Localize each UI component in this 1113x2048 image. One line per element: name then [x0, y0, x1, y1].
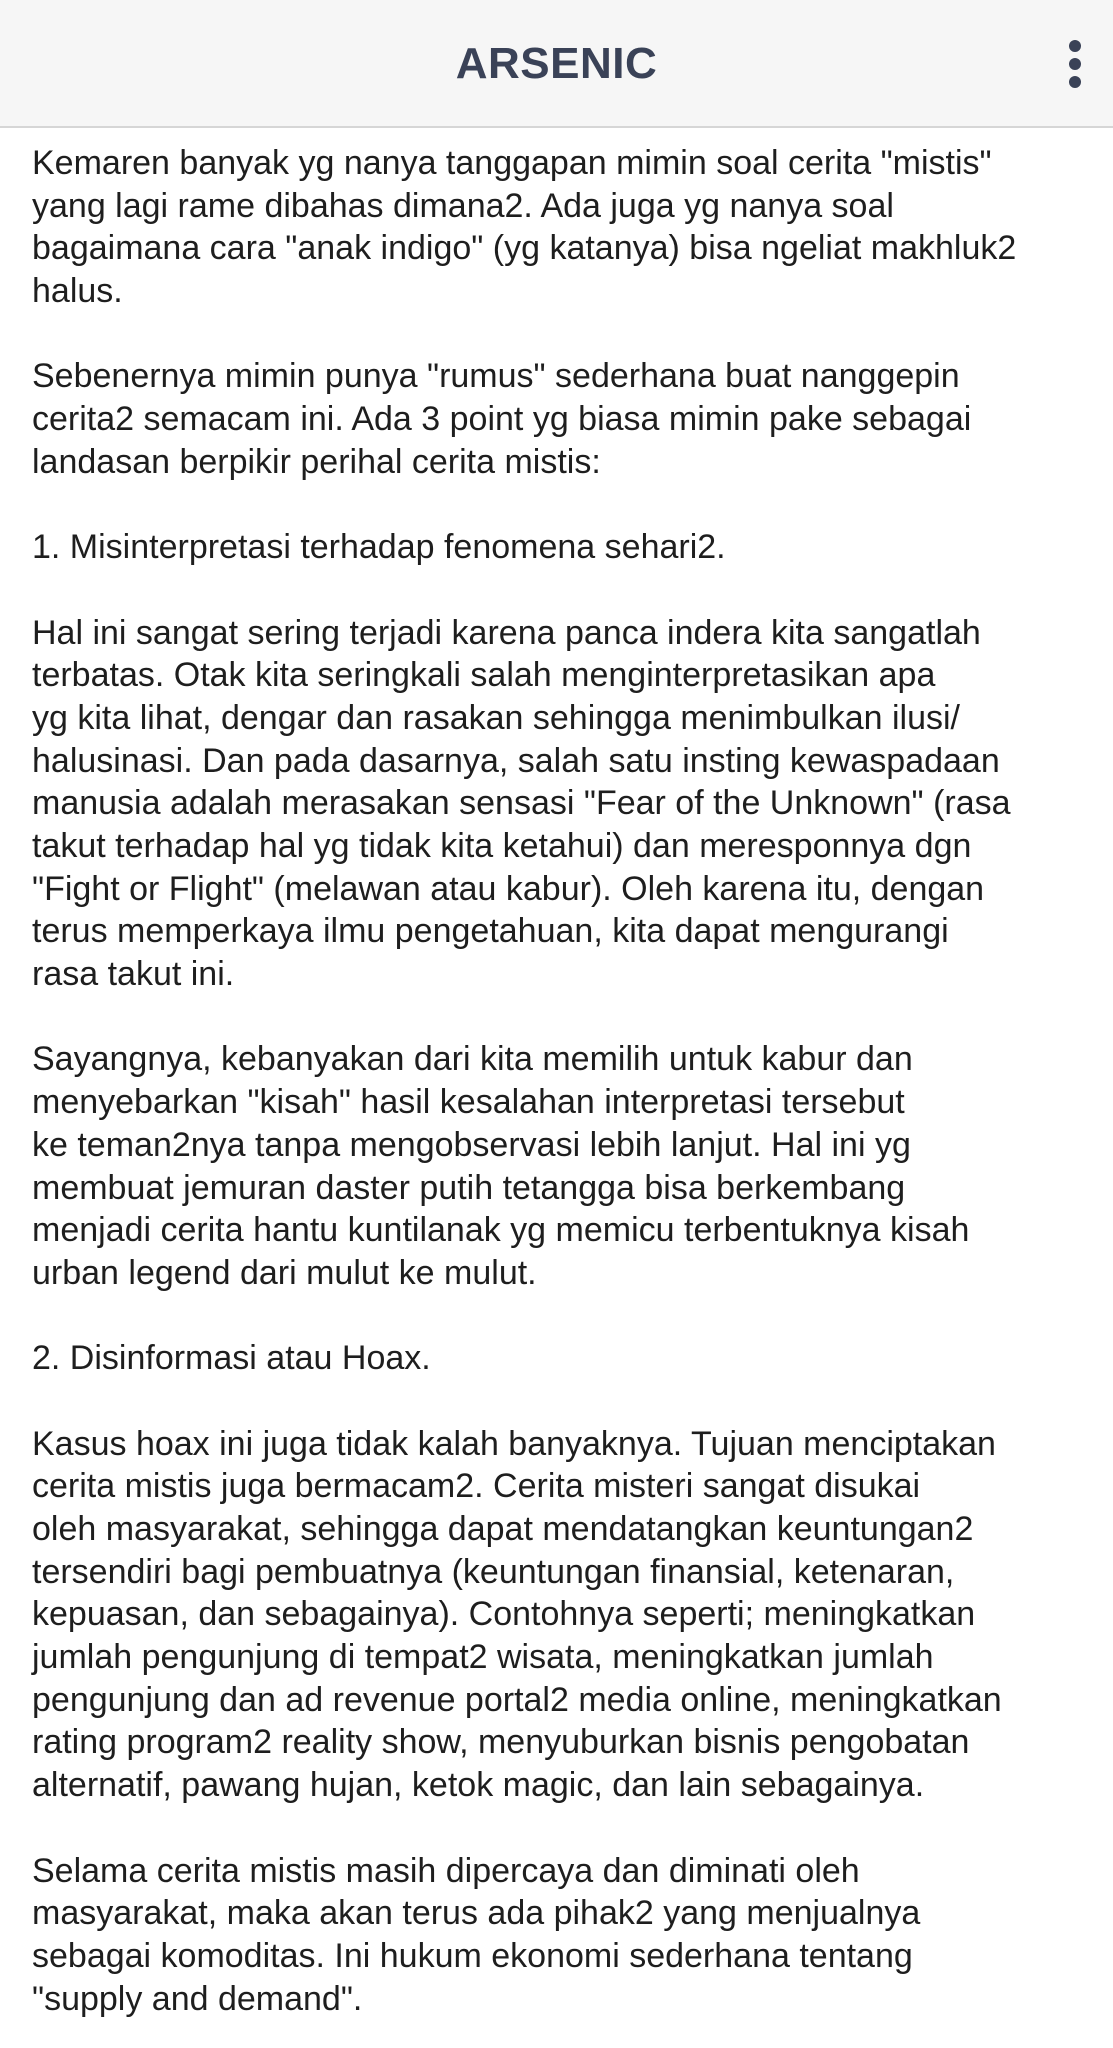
article-line: "supply and demand". — [32, 1979, 363, 2018]
article-line: cerita2 semacam ini. Ada 3 point yg biasa mimin pake sebagai — [32, 400, 972, 439]
article-line: "Fight or Flight" (melawan atau kabur). Oleh karena itu, dengan — [32, 869, 985, 908]
article-line: Kemaren banyak yg nanya tanggapan mimin soal cerita "mistis" — [32, 144, 992, 182]
paragraph-gap — [32, 313, 1092, 356]
article-line: pengunjung dan ad revenue portal2 media online, meningkatkan — [32, 1680, 1002, 1719]
article-line: halusinasi. Dan pada dasarnya, salah satu insting kewaspadaan — [32, 741, 1000, 780]
article-line: manusia adalah merasakan sensasi "Fear of the Unknown" (rasa — [32, 784, 1011, 823]
article-line: tersendiri bagi pembuatnya (keuntungan finansial, ketenaran, — [32, 1552, 955, 1591]
article-line: oleh masyarakat, sehingga dapat mendatangkan keuntungan2 — [32, 1510, 974, 1548]
article-line: cerita mistis juga bermacam2. Cerita misteri sangat disukai — [32, 1467, 921, 1506]
article-line: terus memperkaya ilmu pengetahuan, kita dapat mengurangi — [32, 912, 949, 951]
article-line: rasa takut ini. — [32, 955, 235, 994]
article-line: membuat jemuran daster putih tetangga bisa berkembang — [32, 1168, 906, 1207]
article-line: masyarakat, maka akan terus ada pihak2 yang menjualnya — [32, 1894, 921, 1933]
paragraph-gap — [32, 1380, 1092, 1423]
article-line: takut terhadap hal yg tidak kita ketahui) dan meresponnya dgn — [32, 827, 972, 865]
article-line: halus. — [32, 272, 123, 311]
article-line: alternatif, pawang hujan, ketok magic, dan lain sebagainya. — [32, 1766, 925, 1805]
paragraph-gap — [32, 484, 1092, 527]
more-options-button[interactable] — [1055, 34, 1095, 94]
article-line: urban legend dari mulut ke mulut. — [32, 1253, 537, 1292]
article-line: terbatas. Otak kita seringkali salah menginterpretasikan apa — [32, 656, 936, 695]
article-line: bagaimana cara "anak indigo" (yg katanya) bisa ngeliat makhluk2 — [32, 229, 1017, 268]
article-line: Hal ini sangat sering terjadi karena panca indera kita sangatlah — [32, 613, 981, 652]
article-line: Selama cerita mistis masih dipercaya dan diminati oleh — [32, 1851, 860, 1890]
section-heading-2: 2. Disinformasi atau Hoax. — [32, 1339, 431, 1378]
article-line: kepuasan, dan sebagainya). Contohnya seperti; meningkatkan — [32, 1595, 976, 1634]
paragraph-gap — [32, 1295, 1092, 1338]
article-line: menjadi cerita hantu kuntilanak yg memicu terbentuknya kisah — [32, 1211, 970, 1250]
paragraph-gap — [32, 996, 1092, 1039]
paragraph-gap — [32, 1807, 1092, 1850]
article-line: rating program2 reality show, menyuburkan bisnis pengobatan — [32, 1723, 970, 1762]
article-line: Sayangnya, kebanyakan dari kita memilih untuk kabur dan — [32, 1040, 913, 1079]
app-bar — [0, 0, 1113, 128]
article-line: yang lagi rame dibahas dimana2. Ada juga yg nanya soal — [32, 186, 894, 225]
app-title: ARSENIC — [455, 39, 658, 88]
article-line: Kasus hoax ini juga tidak kalah banyaknya. Tujuan menciptakan — [32, 1424, 996, 1463]
article-line: sebagai komoditas. Ini hukum ekonomi sederhana tentang — [32, 1936, 913, 1975]
section-heading-1: 1. Misinterpretasi terhadap fenomena sehari2. — [32, 528, 726, 567]
article-line: Sebenernya mimin punya "rumus" sederhana buat nanggepin — [32, 357, 960, 396]
article-line: yg kita lihat, dengar dan rasakan sehingga menimbulkan ilusi/ — [32, 698, 960, 737]
article-line: menyebarkan "kisah" hasil kesalahan interpretasi tersebut — [32, 1083, 905, 1122]
article-line: jumlah pengunjung di tempat2 wisata, meningkatkan jumlah — [32, 1638, 934, 1677]
paragraph-gap — [32, 569, 1092, 612]
article-line: ke teman2nya tanpa mengobservasi lebih lanjut. Hal ini yg — [32, 1125, 911, 1164]
article-line: landasan berpikir perihal cerita mistis: — [32, 442, 601, 481]
article-body — [32, 142, 1092, 2020]
